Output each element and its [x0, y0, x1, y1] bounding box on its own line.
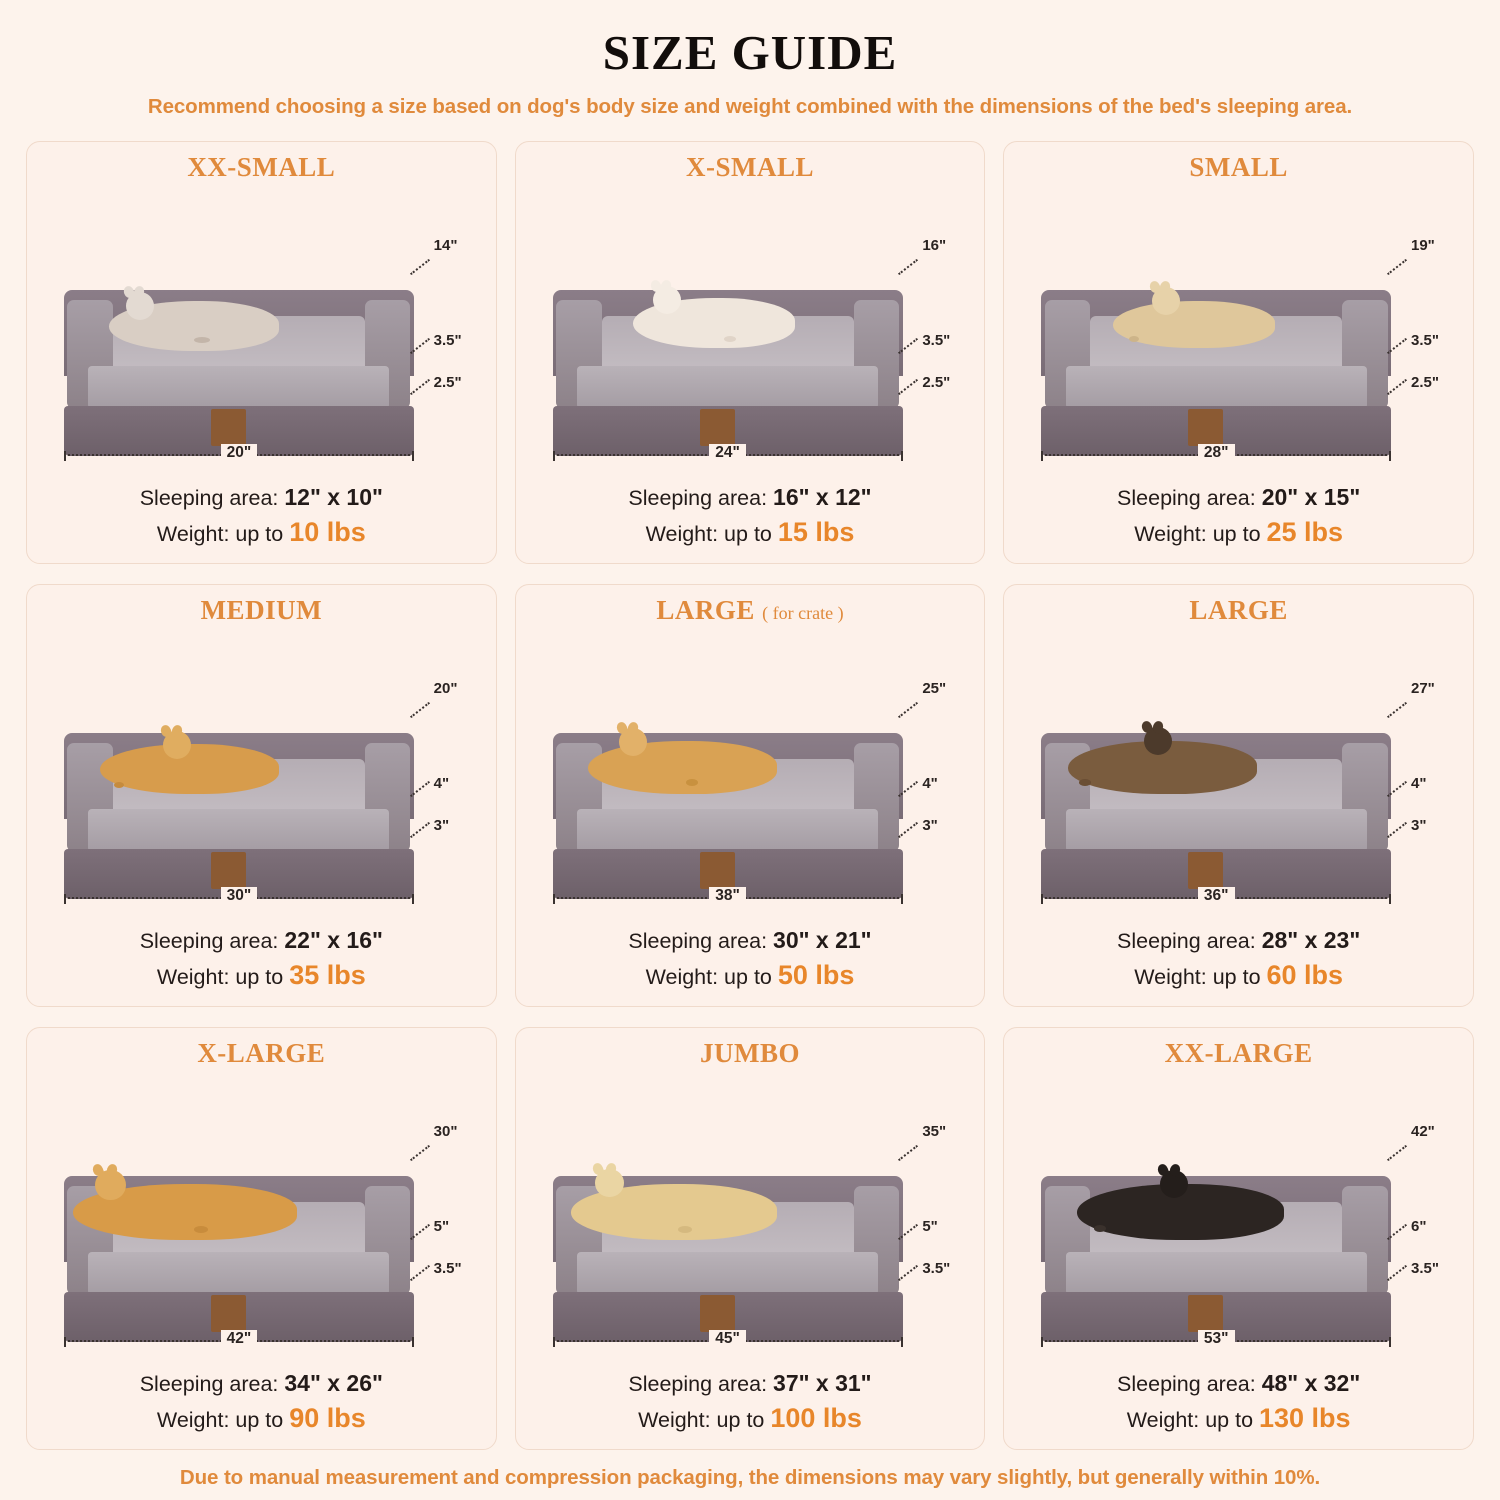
dimension-callouts: [1381, 233, 1461, 441]
dim-width-line: [553, 887, 903, 917]
sleeping-area-label: Sleeping area:: [1117, 486, 1262, 511]
bed-mattress: [577, 809, 878, 852]
bed-illustration: [526, 185, 975, 482]
sleeping-area-value: 28" x 23": [1261, 927, 1361, 954]
size-card-specs: [1014, 1368, 1463, 1439]
dim-bolster: 3.5": [433, 332, 462, 350]
size-card-name: LARGE: [656, 595, 755, 625]
dim-height: 19": [1410, 236, 1435, 254]
size-card-name: MEDIUM: [200, 595, 323, 625]
weight-value: 130 lbs: [1259, 1402, 1351, 1433]
bed-illustration: [1014, 185, 1463, 482]
dim-height: 42": [1410, 1122, 1435, 1140]
pet-silhouette-labrador: [571, 1184, 777, 1240]
brand-tag: [1188, 852, 1223, 889]
sleeping-area-label: Sleeping area:: [139, 486, 285, 511]
size-card-specs: [526, 925, 975, 996]
size-card-specs: [37, 925, 486, 996]
size-card-title: [201, 595, 322, 626]
sleeping-area-label: Sleeping area:: [628, 929, 774, 954]
weight-label: Weight: up to: [1134, 964, 1267, 989]
pet-silhouette-corgi: [100, 744, 279, 794]
dim-mattress: 3.5": [922, 1259, 951, 1277]
size-card-note: ( for crate ): [762, 603, 844, 623]
pet-tail: [1079, 779, 1091, 786]
sleeping-area-label: Sleeping area:: [139, 929, 285, 954]
sleeping-area-value: 22" x 16": [284, 927, 383, 954]
size-card-title: [1189, 152, 1288, 183]
dim-mattress: 3.5": [433, 1259, 462, 1277]
bed-mattress: [88, 366, 389, 409]
dimension-callouts: [1381, 676, 1461, 884]
weight-label: Weight: up to: [645, 521, 778, 546]
page-title: SIZE GUIDE: [602, 25, 898, 80]
leader-line-mattress: [410, 822, 430, 838]
size-card-name: X-SMALL: [685, 152, 814, 182]
weight-label: Weight: up to: [1126, 1407, 1259, 1432]
size-card-medium: [26, 584, 497, 1007]
bed-mattress: [1066, 366, 1367, 409]
weight-line: [1014, 1400, 1463, 1437]
dim-width: 24": [709, 444, 746, 461]
dim-height: 25": [922, 679, 947, 697]
dimension-callouts: [404, 233, 484, 441]
size-card-xx-small: [26, 141, 497, 564]
leader-line-mattress: [898, 1265, 918, 1281]
bed-mattress: [88, 809, 389, 852]
size-card-specs: [526, 1368, 975, 1439]
brand-tag: [700, 409, 735, 446]
size-card-large: [1003, 584, 1474, 1007]
weight-value: 10 lbs: [289, 516, 366, 547]
bed-mattress: [577, 366, 878, 409]
leader-line-bolster: [898, 338, 918, 354]
leader-line-mattress: [1387, 379, 1407, 395]
weight-label: Weight: up to: [156, 521, 290, 546]
sleeping-area-value: 12" x 10": [284, 484, 383, 511]
pet-silhouette-rottweiler: [1077, 1184, 1283, 1240]
weight-label: Weight: up to: [1134, 521, 1267, 546]
leader-line-mattress: [410, 379, 430, 395]
sleeping-area-value: 30" x 21": [773, 927, 872, 954]
dim-width-line: [553, 444, 903, 474]
size-card-specs: [1014, 925, 1463, 996]
size-card-name: JUMBO: [699, 1038, 800, 1068]
size-card-name: XX-LARGE: [1164, 1038, 1313, 1068]
size-card-title: [187, 152, 335, 183]
weight-line: [1014, 514, 1463, 551]
footer-note: Due to manual measurement and compression packaging, the dimensions may vary slightly, but generally within 10%.: [179, 1466, 1321, 1489]
size-card-title: [197, 1038, 325, 1069]
leader-line-mattress: [898, 379, 918, 395]
dimension-callouts: [892, 1119, 972, 1327]
sleeping-area-value: 16" x 12": [773, 484, 872, 511]
dim-height: 30": [433, 1122, 458, 1140]
bed-illustration: [526, 628, 975, 925]
pet-tail: [1094, 1225, 1106, 1232]
dim-mattress: 3": [922, 816, 938, 834]
dimension-callouts: [404, 676, 484, 884]
leader-line-height: [1387, 702, 1407, 718]
leader-line-height: [410, 1145, 430, 1161]
sleeping-area-label: Sleeping area:: [1117, 1372, 1262, 1397]
brand-tag: [1188, 409, 1223, 446]
dim-height: 27": [1410, 679, 1435, 697]
sleeping-area-line: [526, 925, 975, 957]
leader-line-bolster: [898, 781, 918, 797]
sleeping-area-label: Sleeping area:: [1117, 929, 1262, 954]
dim-width-line: [1041, 1330, 1391, 1360]
size-card-title: [686, 152, 814, 183]
pet-tail: [194, 1226, 208, 1233]
sleeping-area-line: [37, 1368, 486, 1400]
size-card-xx-large: [1003, 1027, 1474, 1450]
bed-mattress: [1066, 809, 1367, 852]
size-card-x-large: [26, 1027, 497, 1450]
leader-line-height: [410, 259, 430, 275]
dim-width-line: [64, 444, 414, 474]
size-card-title: [1165, 1038, 1313, 1069]
leader-line-height: [1387, 259, 1407, 275]
weight-line: [526, 514, 975, 551]
dim-height: 35": [922, 1122, 947, 1140]
pet-tail: [724, 336, 736, 342]
dim-mattress: 3": [1410, 816, 1427, 834]
bed-mattress: [1066, 1252, 1367, 1295]
dim-width: 30": [221, 887, 258, 904]
brand-tag: [211, 1295, 246, 1332]
weight-line: [526, 1400, 975, 1437]
dim-height: 20": [433, 679, 458, 697]
brand-tag: [211, 409, 246, 446]
leader-line-height: [1387, 1145, 1407, 1161]
pet-tail: [1129, 336, 1139, 342]
dim-mattress: 3": [433, 816, 450, 834]
size-card-x-small: [515, 141, 986, 564]
pet-silhouette-ragdoll-cat: [109, 301, 279, 351]
page-subtitle: Recommend choosing a size based on dog's body size and weight combined with the dimensions of the bed's sleeping area.: [147, 95, 1353, 118]
dim-bolster: 4": [433, 775, 450, 793]
dim-bolster: 3.5": [922, 332, 951, 350]
size-card-specs: [37, 482, 486, 553]
size-card-name: SMALL: [1189, 152, 1288, 182]
weight-line: [37, 957, 486, 994]
dim-width: 38": [709, 887, 746, 904]
leader-line-height: [898, 259, 918, 275]
size-card-specs: [526, 482, 975, 553]
size-card-specs: [37, 1368, 486, 1439]
pet-silhouette-shiba-inu: [588, 741, 776, 794]
dim-width-line: [1041, 887, 1391, 917]
sleeping-area-line: [1014, 925, 1463, 957]
pet-silhouette-shih-tzu: [633, 298, 795, 348]
sleeping-area-value: 20" x 15": [1261, 484, 1361, 511]
dim-mattress: 2.5": [433, 373, 462, 391]
weight-line: [1014, 957, 1463, 994]
weight-label: Weight: up to: [645, 964, 778, 989]
sleeping-area-line: [1014, 1368, 1463, 1400]
sleeping-area-line: [526, 482, 975, 514]
dim-width-line: [553, 1330, 903, 1360]
dim-bolster: 6": [1410, 1218, 1427, 1236]
brand-tag: [700, 852, 735, 889]
dim-bolster: 5": [922, 1218, 938, 1236]
weight-line: [37, 514, 486, 551]
size-card-title: [656, 595, 843, 626]
leader-line-mattress: [1387, 822, 1407, 838]
weight-line: [526, 957, 975, 994]
leader-line-bolster: [1387, 781, 1407, 797]
pet-tail: [194, 337, 210, 343]
weight-value: 35 lbs: [289, 959, 366, 990]
leader-line-height: [898, 1145, 918, 1161]
dimension-callouts: [892, 676, 972, 884]
sleeping-area-label: Sleeping area:: [628, 486, 774, 511]
weight-label: Weight: up to: [156, 1407, 290, 1432]
size-card-grid: [26, 141, 1474, 1450]
size-card-name: LARGE: [1189, 595, 1288, 625]
pet-silhouette-golden-retriever: [73, 1184, 297, 1240]
leader-line-bolster: [898, 1224, 918, 1240]
brand-tag: [700, 1295, 735, 1332]
dim-height: 16": [922, 236, 947, 254]
bed-illustration: [37, 1071, 486, 1368]
weight-label: Weight: up to: [156, 964, 290, 989]
pet-tail: [686, 779, 698, 786]
dim-width: 53": [1198, 1330, 1235, 1347]
sleeping-area-line: [526, 1368, 975, 1400]
bed-mattress: [577, 1252, 878, 1295]
dim-mattress: 2.5": [1410, 373, 1439, 391]
sleeping-area-value: 37" x 31": [773, 1370, 872, 1397]
size-card-specs: [1014, 482, 1463, 553]
weight-line: [37, 1400, 486, 1437]
pet-tail: [678, 1226, 692, 1233]
leader-line-mattress: [898, 822, 918, 838]
size-card-title: [700, 1038, 800, 1069]
dim-width: 45": [709, 1330, 746, 1347]
leader-line-height: [898, 702, 918, 718]
size-card-name: XX-SMALL: [187, 152, 336, 182]
dim-mattress: 3.5": [1410, 1259, 1439, 1277]
dim-width: 36": [1198, 887, 1235, 904]
leader-line-mattress: [1387, 1265, 1407, 1281]
weight-label: Weight: up to: [638, 1407, 771, 1432]
leader-line-bolster: [1387, 338, 1407, 354]
dim-bolster: 5": [433, 1218, 450, 1236]
bed-illustration: [1014, 1071, 1463, 1368]
brand-tag: [211, 852, 246, 889]
bed-mattress: [88, 1252, 389, 1295]
dim-bolster: 3.5": [1410, 332, 1439, 350]
dim-bolster: 4": [922, 775, 938, 793]
dim-width-line: [64, 887, 414, 917]
dimension-callouts: [892, 233, 972, 441]
weight-value: 25 lbs: [1266, 516, 1344, 547]
dim-width: 42": [221, 1330, 258, 1347]
size-card-jumbo: [515, 1027, 986, 1450]
sleeping-area-label: Sleeping area:: [139, 1372, 285, 1397]
pet-silhouette-australian-shepherd: [1068, 741, 1256, 794]
pet-silhouette-french-bulldog: [1113, 301, 1275, 349]
brand-tag: [1188, 1295, 1223, 1332]
leader-line-bolster: [410, 1224, 430, 1240]
sleeping-area-value: 48" x 32": [1261, 1370, 1361, 1397]
bed-illustration: [526, 1071, 975, 1368]
size-card-name: X-LARGE: [197, 1038, 326, 1068]
leader-line-height: [410, 702, 430, 718]
sleeping-area-line: [37, 925, 486, 957]
dim-bolster: 4": [1410, 775, 1427, 793]
leader-line-bolster: [410, 338, 430, 354]
weight-value: 15 lbs: [777, 516, 855, 547]
dim-width: 20": [221, 444, 258, 461]
sleeping-area-line: [37, 482, 486, 514]
size-card-title: [1189, 595, 1288, 626]
dim-mattress: 2.5": [922, 373, 951, 391]
dimension-callouts: [404, 1119, 484, 1327]
bed-illustration: [37, 185, 486, 482]
sleeping-area-value: 34" x 26": [284, 1370, 383, 1397]
weight-value: 60 lbs: [1266, 959, 1344, 990]
weight-value: 100 lbs: [770, 1402, 862, 1433]
sleeping-area-line: [1014, 482, 1463, 514]
dim-width-line: [1041, 444, 1391, 474]
dimension-callouts: [1381, 1119, 1461, 1327]
leader-line-bolster: [410, 781, 430, 797]
sleeping-area-label: Sleeping area:: [628, 1372, 774, 1397]
bed-illustration: [1014, 628, 1463, 925]
weight-value: 50 lbs: [777, 959, 855, 990]
leader-line-bolster: [1387, 1224, 1407, 1240]
leader-line-mattress: [410, 1265, 430, 1281]
dim-width-line: [64, 1330, 414, 1360]
size-card-large: [515, 584, 986, 1007]
weight-value: 90 lbs: [289, 1402, 366, 1433]
size-card-small: [1003, 141, 1474, 564]
dim-height: 14": [433, 236, 458, 254]
dim-width: 28": [1198, 444, 1235, 461]
bed-illustration: [37, 628, 486, 925]
